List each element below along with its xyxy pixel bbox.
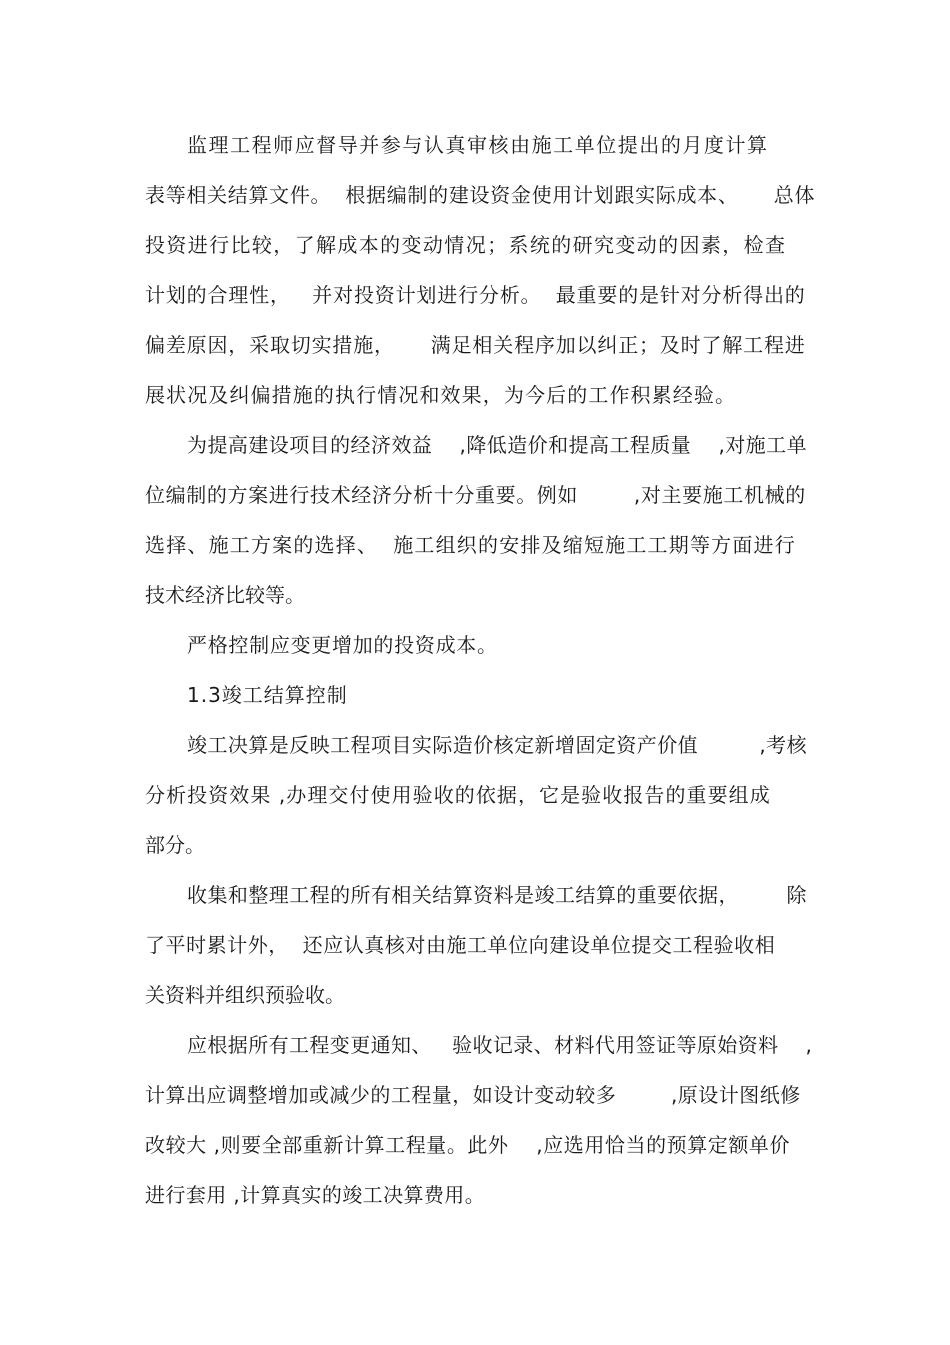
text-line: 关资料并组织预验收。 [145,983,345,1007]
text-line: 选择、施工方案的选择、 施工组织的安排及缩短施工工期等方面进行 [145,533,796,557]
text-line: 投资进行比较，了解成本的变动情况；系统的研究变动的因素，检查 [145,233,787,257]
text-line: 严格控制应变更增加的投资成本。 [187,633,498,657]
text-line: 计算出应调整增加或减少的工程量，如设计变动较多 ,原设计图纸修 [145,1083,801,1107]
text-line: 表等相关结算文件。 根据编制的建设资金使用计划跟实际成本、 总体 [145,183,816,207]
text-line: 进行套用 ,计算真实的竣工决算费用。 [145,1183,486,1207]
text-line: 了平时累计外， 还应认真核对由施工单位向建设单位提交工程验收相 [145,933,776,957]
text-line: 改较大 ,则要全部重新计算工程量。此外 ,应选用恰当的预算定额单价 [145,1133,791,1157]
text-line: 收集和整理工程的所有相关结算资料是竣工结算的重要依据， 除 [187,883,807,907]
text-line: 应根据所有工程变更通知、 验收记录、材料代用签证等原始资料 , [187,1033,813,1057]
text-line: 位编制的方案进行技术经济分析十分重要。例如 ,对主要施工机械的 [145,483,806,507]
text-line: 技术经济比较等。 [145,583,305,607]
text-line: 分析投资效果 ,办理交付使用验收的依据，它是验收报告的重要组成 [145,783,771,807]
section-heading: 1.3竣工结算控制 [187,683,348,707]
text-line: 计划的合理性， 并对投资计划进行分析。 最重要的是针对分析得出的 [145,283,806,307]
text-line: 监理工程师应督导并参与认真审核由施工单位提出的月度计算 [187,133,769,157]
text-line: 为提高建设项目的经济效益 ,降低造价和提高工程质量 ,对施工单 [187,433,808,457]
text-line: 部分。 [145,833,205,857]
text-line: 展状况及纠偏措施的执行情况和效果，为今后的工作积累经验。 [145,383,737,407]
text-line: 偏差原因，采取切实措施， 满足相关程序加以纠正；及时了解工程进 [145,333,806,357]
text-line: 竣工决算是反映工程项目实际造价核定新增固定资产价值 ,考核 [187,733,808,757]
